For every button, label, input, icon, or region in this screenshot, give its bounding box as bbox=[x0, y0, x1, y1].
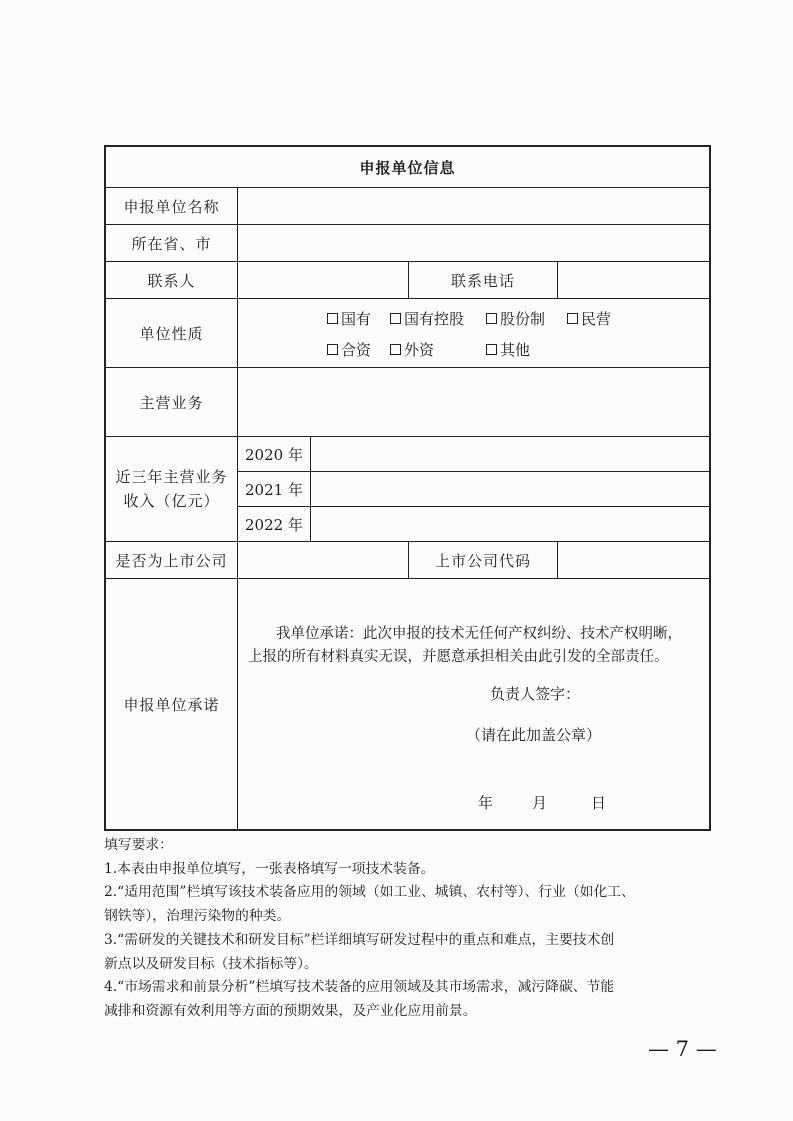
business-field[interactable] bbox=[238, 368, 709, 436]
checkbox-icon bbox=[486, 313, 497, 324]
nature-option-other[interactable]: 其他 bbox=[486, 339, 530, 360]
nature-option-private[interactable]: 民营 bbox=[567, 308, 611, 329]
date-month-label: 月 bbox=[532, 794, 548, 812]
nature-label: 单位性质 bbox=[139, 324, 204, 343]
notes-item: 3.“需研发的关键技术和研发目标”栏详细填写研发过程中的重点和难点，主要技术创 bbox=[104, 931, 615, 948]
location-label: 所在省、市 bbox=[131, 234, 212, 253]
revenue-year-2020: 2020 年 bbox=[245, 445, 303, 464]
contact-field[interactable] bbox=[238, 262, 408, 298]
location-field[interactable] bbox=[238, 225, 709, 261]
revenue-2022-field[interactable] bbox=[311, 507, 709, 541]
checkbox-icon bbox=[327, 313, 338, 324]
table-border-right bbox=[709, 145, 711, 831]
revenue-2021-field[interactable] bbox=[311, 472, 709, 506]
filling-requirements bbox=[104, 834, 714, 1024]
signature-label[interactable]: 负责人签字： bbox=[490, 685, 581, 703]
checkbox-icon bbox=[327, 344, 338, 355]
nature-option-foreign[interactable]: 外资 bbox=[390, 339, 434, 360]
checkbox-icon bbox=[390, 313, 401, 324]
seal-note: （请在此加盖公章） bbox=[466, 726, 602, 744]
notes-item: 1.本表由申报单位填写，一张表格填写一项技术装备。 bbox=[104, 860, 435, 877]
business-label: 主营业务 bbox=[139, 393, 204, 412]
revenue-label bbox=[106, 437, 237, 541]
unit-name-label: 申报单位名称 bbox=[123, 197, 220, 216]
revenue-label-line2: 收入（亿元） bbox=[123, 492, 220, 510]
checkbox-icon bbox=[567, 313, 578, 324]
nature-option-joint-venture[interactable]: 合资 bbox=[327, 339, 371, 360]
notes-heading: 填写要求： bbox=[104, 837, 173, 853]
listed-label: 是否为上市公司 bbox=[115, 551, 228, 570]
commitment-line2: 上报的所有材料真实无误，并愿意承担相关由此引发的全部责任。 bbox=[248, 649, 669, 665]
commitment-label: 申报单位承诺 bbox=[123, 695, 220, 714]
revenue-year-2022: 2022 年 bbox=[245, 515, 303, 534]
contact-label: 联系人 bbox=[147, 271, 196, 290]
table-border-bottom bbox=[104, 829, 711, 831]
unit-name-field[interactable] bbox=[238, 188, 709, 224]
nature-option-state-owned[interactable]: 国有 bbox=[327, 308, 371, 329]
notes-item: 4.“市场需求和前景分析”栏填写技术装备的应用领域及其市场需求，减污降碳、节能 bbox=[104, 979, 615, 996]
phone-field[interactable] bbox=[558, 262, 709, 298]
notes-item: 2.“适用范围”栏填写该技术装备应用的领域（如工业、城镇、农村等）、行业（如化工、 bbox=[104, 884, 635, 901]
stock-code-field[interactable] bbox=[558, 542, 709, 578]
revenue-2020-field[interactable] bbox=[311, 437, 709, 471]
notes-item: 钢铁等），治理污染物的种类。 bbox=[104, 908, 291, 925]
stock-code-label: 上市公司代码 bbox=[434, 551, 531, 570]
nature-option-state-controlled[interactable]: 国有控股 bbox=[390, 308, 464, 329]
form-title: 申报单位信息 bbox=[359, 158, 456, 177]
commitment-line1: 我单位承诺：此次申报的技术无任何产权纠纷、技术产权明晰， bbox=[276, 626, 682, 642]
date-day-label: 日 bbox=[591, 794, 607, 812]
revenue-label-line1: 近三年主营业务 bbox=[115, 468, 228, 486]
phone-label: 联系电话 bbox=[450, 271, 515, 290]
checkbox-icon bbox=[390, 344, 401, 355]
listed-field[interactable] bbox=[238, 542, 408, 578]
notes-item: 新点以及研发目标（技术指标等）。 bbox=[104, 955, 318, 972]
page-number: — 7 — bbox=[648, 1037, 717, 1061]
date-year-label: 年 bbox=[478, 794, 494, 812]
checkbox-icon bbox=[486, 344, 497, 355]
notes-item: 减排和资源有效利用等方面的预期效果，及产业化应用前景。 bbox=[104, 1002, 477, 1019]
revenue-year-2021: 2021 年 bbox=[245, 480, 303, 499]
nature-option-joint-stock[interactable]: 股份制 bbox=[486, 308, 545, 329]
